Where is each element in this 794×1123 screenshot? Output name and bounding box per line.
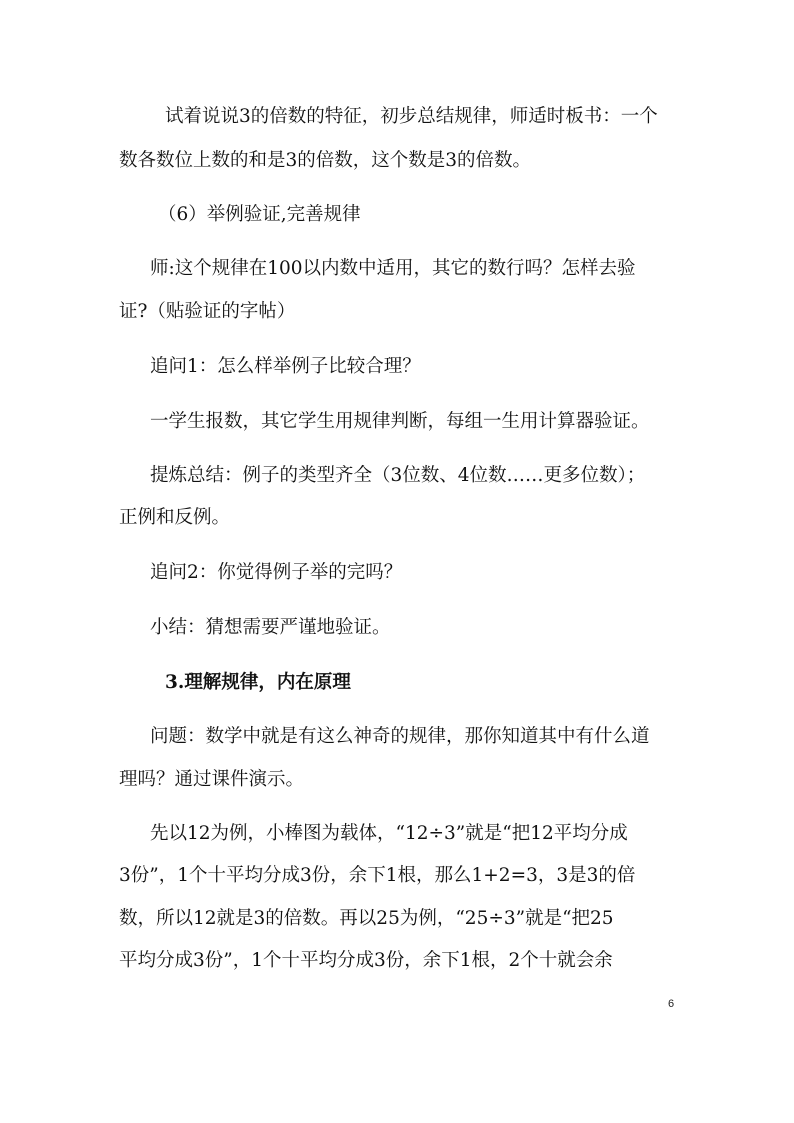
question-line-1: 问题：数学中就是有这么神奇的规律，那你知道其中有什么道 [150, 726, 650, 747]
example-line-2: 3份”，1个十平均分成3份，余下1根，那么1+2=3，3是3的倍 [119, 865, 636, 886]
paragraph-1-line-2: 数各数位上数的和是3的倍数，这个数是3的倍数。 [119, 150, 532, 171]
section-heading-6: （6）举例验证,完善规律 [158, 204, 361, 225]
question-line-2: 理吗？通过课件演示。 [119, 769, 305, 790]
section-heading-3: 3.理解规律，内在原理 [165, 672, 351, 693]
brief-summary: 小结：猜想需要严谨地验证。 [150, 617, 391, 638]
page-number: 6 [668, 998, 675, 1010]
summary-line-1: 提炼总结：例子的类型齐全（3位数、4位数……更多位数）； [150, 465, 646, 486]
paragraph-3-line-2: 证?（贴验证的字帖） [119, 301, 296, 322]
follow-up-question-1: 追问1：怎么样举例子比较合理？ [150, 356, 421, 377]
paragraph-1-line-1: 试着说说3的倍数的特征，初步总结规律，师适时板书：一个 [165, 106, 658, 127]
paragraph-3-line-1: 师:这个规律在100以内数中适用，其它的数行吗？怎样去验 [150, 258, 636, 279]
follow-up-question-2: 追问2：你觉得例子举的完吗？ [150, 562, 403, 583]
example-line-3: 数，所以12就是3的倍数。再以25为例，“25÷3”就是“把25 [119, 908, 614, 929]
example-line-4: 平均分成3份”，1个十平均分成3份，余下1根，2个十就会余 [119, 950, 613, 971]
example-line-1: 先以12为例，小棒图为载体，“12÷3”就是“把12平均分成 [150, 823, 628, 844]
summary-line-2: 正例和反例。 [119, 507, 231, 528]
student-activity: 一学生报数，其它学生用规律判断，每组一生用计算器验证。 [150, 411, 650, 432]
